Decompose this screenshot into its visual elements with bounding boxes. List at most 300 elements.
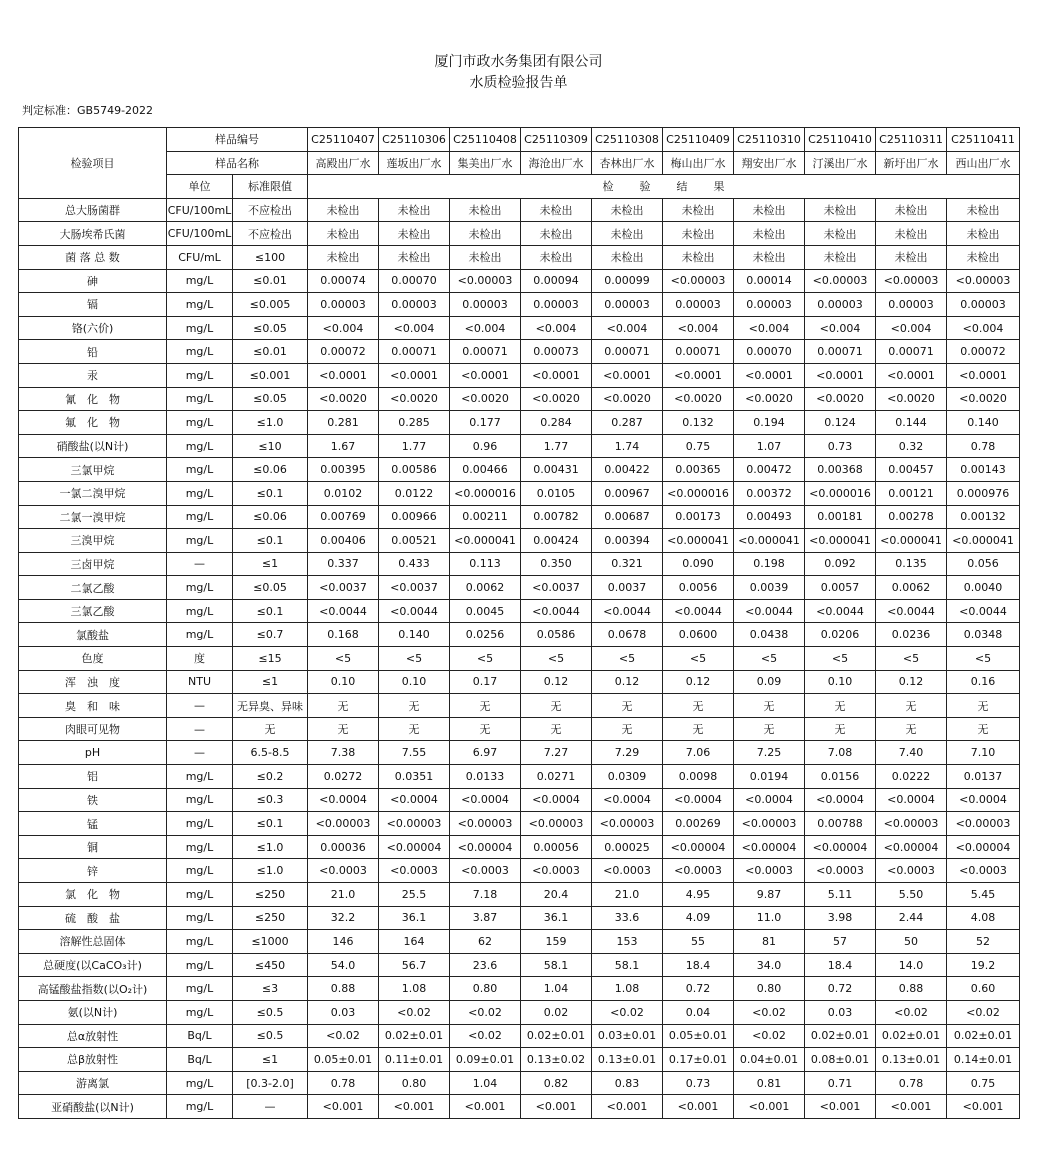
result-cell: 0.04 — [663, 1000, 734, 1024]
result-cell: 0.02±0.01 — [379, 1024, 450, 1048]
item-name-cell: 三氯乙酸 — [19, 599, 167, 623]
unit-cell: — — [167, 741, 233, 765]
result-cell: 0.00967 — [592, 481, 663, 505]
sample-name-cell: 高殿出厂水 — [308, 151, 379, 175]
result-cell: 81 — [734, 930, 805, 954]
result-cell: 11.0 — [734, 906, 805, 930]
result-cell: 0.00788 — [805, 812, 876, 836]
table-row — [19, 1095, 1020, 1119]
result-cell: 未检出 — [663, 222, 734, 246]
result-cell: 0.0137 — [947, 765, 1020, 789]
result-cell: 0.0039 — [734, 576, 805, 600]
result-cell: 0.00056 — [521, 835, 592, 859]
result-cell: 0.09±0.01 — [450, 1048, 521, 1072]
unit-cell: mg/L — [167, 812, 233, 836]
table-row — [19, 1000, 1020, 1024]
result-cell: 未检出 — [663, 245, 734, 269]
unit-cell: mg/L — [167, 953, 233, 977]
result-cell: 0.88 — [876, 977, 947, 1001]
result-cell: 0.10 — [308, 670, 379, 694]
result-cell: <0.0044 — [379, 599, 450, 623]
unit-cell: mg/L — [167, 316, 233, 340]
limit-cell: ≤0.5 — [233, 1024, 308, 1048]
table-row — [19, 765, 1020, 789]
result-cell: <0.00004 — [379, 835, 450, 859]
result-cell: <0.0020 — [308, 387, 379, 411]
unit-cell: mg/L — [167, 859, 233, 883]
result-cell: <0.00003 — [521, 812, 592, 836]
result-cell: <0.004 — [805, 316, 876, 340]
result-cell: 7.55 — [379, 741, 450, 765]
result-cell: 0.00365 — [663, 458, 734, 482]
result-cell: 无 — [734, 717, 805, 741]
result-cell: 0.177 — [450, 411, 521, 435]
result-cell: 4.08 — [947, 906, 1020, 930]
result-cell: 0.80 — [379, 1071, 450, 1095]
result-cell: <5 — [521, 647, 592, 671]
limit-cell: ≤0.1 — [233, 481, 308, 505]
item-name-cell: 氰 化 物 — [19, 387, 167, 411]
result-cell: <0.0003 — [663, 859, 734, 883]
result-cell: 0.00406 — [308, 529, 379, 553]
sample-id-cell: C25110306 — [379, 128, 450, 152]
result-cell: <0.00003 — [663, 269, 734, 293]
result-cell: 57 — [805, 930, 876, 954]
result-cell: 0.00394 — [592, 529, 663, 553]
result-cell: 0.03 — [308, 1000, 379, 1024]
result-cell: <0.00003 — [947, 269, 1020, 293]
result-cell: 0.02±0.01 — [947, 1024, 1020, 1048]
sample-id-cell: C25110409 — [663, 128, 734, 152]
limit-cell: ≤0.001 — [233, 363, 308, 387]
result-cell: 未检出 — [521, 222, 592, 246]
result-cell: 21.0 — [308, 883, 379, 907]
sample-name-cell: 汀溪出厂水 — [805, 151, 876, 175]
result-cell: <0.0001 — [308, 363, 379, 387]
result-cell: 0.72 — [663, 977, 734, 1001]
result-cell: 18.4 — [663, 953, 734, 977]
unit-cell: mg/L — [167, 340, 233, 364]
result-cell: <0.00003 — [734, 812, 805, 836]
result-cell: <0.0001 — [805, 363, 876, 387]
result-cell: <0.001 — [450, 1095, 521, 1119]
item-name-cell: pH — [19, 741, 167, 765]
result-cell: <0.02 — [734, 1024, 805, 1048]
item-name-cell: 铝 — [19, 765, 167, 789]
result-cell: 0.00003 — [308, 293, 379, 317]
table-row — [19, 717, 1020, 741]
result-cell: 未检出 — [805, 198, 876, 222]
result-cell: 7.29 — [592, 741, 663, 765]
unit-cell: mg/L — [167, 788, 233, 812]
result-cell: 无 — [592, 694, 663, 718]
result-cell: <0.00003 — [592, 812, 663, 836]
sample-id-cell: C25110411 — [947, 128, 1020, 152]
result-cell: 0.0102 — [308, 481, 379, 505]
result-cell: 153 — [592, 930, 663, 954]
result-cell: 9.87 — [734, 883, 805, 907]
result-cell: <0.0020 — [734, 387, 805, 411]
result-cell: 0.00025 — [592, 835, 663, 859]
result-cell: <0.0001 — [521, 363, 592, 387]
result-cell: <0.001 — [805, 1095, 876, 1119]
result-cell: 0.0105 — [521, 481, 592, 505]
result-cell: 未检出 — [592, 222, 663, 246]
result-cell: 0.0133 — [450, 765, 521, 789]
result-cell: 3.87 — [450, 906, 521, 930]
result-cell: <0.02 — [450, 1000, 521, 1024]
unit-cell: CFU/mL — [167, 245, 233, 269]
result-cell: <0.0004 — [308, 788, 379, 812]
limit-cell: ≤250 — [233, 883, 308, 907]
result-cell: 0.00003 — [521, 293, 592, 317]
result-cell: 0.00071 — [379, 340, 450, 364]
result-cell: <0.0044 — [592, 599, 663, 623]
result-cell: 0.00072 — [947, 340, 1020, 364]
result-cell: <0.004 — [592, 316, 663, 340]
result-cell: <0.0037 — [379, 576, 450, 600]
result-cell: 未检出 — [379, 222, 450, 246]
result-cell: <0.004 — [876, 316, 947, 340]
result-cell: 0.17 — [450, 670, 521, 694]
result-cell: 0.198 — [734, 552, 805, 576]
table-row — [19, 599, 1020, 623]
item-name-cell: 锌 — [19, 859, 167, 883]
result-cell: <0.0020 — [805, 387, 876, 411]
result-cell: <0.0001 — [592, 363, 663, 387]
result-cell: 0.00094 — [521, 269, 592, 293]
result-cell: <0.004 — [663, 316, 734, 340]
result-cell: 0.00132 — [947, 505, 1020, 529]
table-row — [19, 552, 1020, 576]
result-cell: 0.12 — [663, 670, 734, 694]
result-cell: 0.00074 — [308, 269, 379, 293]
table-row — [19, 977, 1020, 1001]
result-cell: 0.05±0.01 — [308, 1048, 379, 1072]
limit-cell: ≤1 — [233, 1048, 308, 1072]
item-name-cell: 总硬度(以CaCO₃计) — [19, 953, 167, 977]
result-cell: <0.0020 — [947, 387, 1020, 411]
item-name-cell: 二氯乙酸 — [19, 576, 167, 600]
item-name-cell: 铬(六价) — [19, 316, 167, 340]
item-name-cell: 色度 — [19, 647, 167, 671]
result-cell: <0.0003 — [592, 859, 663, 883]
table-row — [19, 340, 1020, 364]
limit-cell: ≤0.1 — [233, 599, 308, 623]
result-cell: 1.08 — [379, 977, 450, 1001]
result-cell: 1.04 — [450, 1071, 521, 1095]
table-row — [19, 906, 1020, 930]
result-cell: 1.07 — [734, 434, 805, 458]
result-cell: 0.281 — [308, 411, 379, 435]
unit-cell: — — [167, 717, 233, 741]
result-cell: <0.00004 — [663, 835, 734, 859]
result-cell: 0.000976 — [947, 481, 1020, 505]
item-name-cell: 菌 落 总 数 — [19, 245, 167, 269]
result-cell: 0.00431 — [521, 458, 592, 482]
result-cell: 无 — [805, 717, 876, 741]
limit-cell: ≤0.06 — [233, 505, 308, 529]
result-cell: 36.1 — [379, 906, 450, 930]
limit-cell: [0.3-2.0] — [233, 1071, 308, 1095]
item-name-cell: 铜 — [19, 835, 167, 859]
result-cell: 0.00493 — [734, 505, 805, 529]
result-cell: 0.0056 — [663, 576, 734, 600]
result-cell: 无 — [308, 694, 379, 718]
result-cell: 0.00211 — [450, 505, 521, 529]
limit-cell: 无 — [233, 717, 308, 741]
result-cell: 0.0122 — [379, 481, 450, 505]
unit-cell: mg/L — [167, 765, 233, 789]
table-row — [19, 458, 1020, 482]
result-cell: 0.0062 — [450, 576, 521, 600]
result-cell: 无 — [663, 694, 734, 718]
result-cell: 0.13±0.01 — [592, 1048, 663, 1072]
item-name-cell: 溶解性总固体 — [19, 930, 167, 954]
unit-cell: mg/L — [167, 599, 233, 623]
table-row — [19, 953, 1020, 977]
sample-id-row — [19, 128, 1020, 152]
result-cell: 0.194 — [734, 411, 805, 435]
result-cell: <0.004 — [379, 316, 450, 340]
result-cell: 0.14±0.01 — [947, 1048, 1020, 1072]
result-cell: 未检出 — [450, 198, 521, 222]
result-cell: 18.4 — [805, 953, 876, 977]
result-cell: 0.0586 — [521, 623, 592, 647]
unit-cell: 度 — [167, 647, 233, 671]
result-cell: 0.140 — [379, 623, 450, 647]
result-cell: 无 — [805, 694, 876, 718]
result-cell: 0.00586 — [379, 458, 450, 482]
result-cell: 56.7 — [379, 953, 450, 977]
result-cell: 未检出 — [734, 222, 805, 246]
item-header: 检验项目 — [19, 128, 167, 199]
limit-cell: ≤15 — [233, 647, 308, 671]
result-cell: 0.321 — [592, 552, 663, 576]
limit-cell: ≤0.2 — [233, 765, 308, 789]
result-cell: 0.78 — [308, 1071, 379, 1095]
result-cell: <0.02 — [876, 1000, 947, 1024]
result-cell: <0.000016 — [663, 481, 734, 505]
item-name-cell: 汞 — [19, 363, 167, 387]
result-cell: 0.00769 — [308, 505, 379, 529]
sample-name-cell: 新圩出厂水 — [876, 151, 947, 175]
limit-cell: ≤0.5 — [233, 1000, 308, 1024]
result-cell: 0.12 — [592, 670, 663, 694]
result-cell: 0.11±0.01 — [379, 1048, 450, 1072]
table-row — [19, 670, 1020, 694]
limit-cell: ≤0.7 — [233, 623, 308, 647]
item-name-cell: 二氯一溴甲烷 — [19, 505, 167, 529]
result-cell: <0.001 — [734, 1095, 805, 1119]
item-name-cell: 一氯二溴甲烷 — [19, 481, 167, 505]
result-cell: 58.1 — [521, 953, 592, 977]
result-cell: <0.001 — [521, 1095, 592, 1119]
result-cell: 0.0600 — [663, 623, 734, 647]
result-cell: 0.78 — [876, 1071, 947, 1095]
result-cell: 0.00099 — [592, 269, 663, 293]
result-cell: 0.00070 — [379, 269, 450, 293]
result-cell: 0.82 — [521, 1071, 592, 1095]
result-cell: 0.00457 — [876, 458, 947, 482]
result-cell: <0.001 — [947, 1095, 1020, 1119]
limit-cell: ≤10 — [233, 434, 308, 458]
result-cell: 0.00521 — [379, 529, 450, 553]
result-cell: 0.0156 — [805, 765, 876, 789]
result-cell: <0.00003 — [450, 812, 521, 836]
result-cell: 0.0062 — [876, 576, 947, 600]
result-cell: 1.77 — [379, 434, 450, 458]
result-cell: 0.00071 — [876, 340, 947, 364]
item-name-cell: 臭 和 味 — [19, 694, 167, 718]
unit-cell: Bq/L — [167, 1024, 233, 1048]
result-cell: 0.285 — [379, 411, 450, 435]
result-cell: 0.0222 — [876, 765, 947, 789]
item-name-cell: 高锰酸盐指数(以O₂计) — [19, 977, 167, 1001]
result-cell: 0.00071 — [592, 340, 663, 364]
result-cell: <0.00004 — [734, 835, 805, 859]
limit-cell: ≤100 — [233, 245, 308, 269]
result-cell: 0.168 — [308, 623, 379, 647]
unit-cell: mg/L — [167, 505, 233, 529]
result-cell: 0.00071 — [450, 340, 521, 364]
result-cell: 0.78 — [947, 434, 1020, 458]
result-cell: 0.13±0.01 — [876, 1048, 947, 1072]
unit-cell: — — [167, 552, 233, 576]
table-row — [19, 411, 1020, 435]
result-cell: <0.0044 — [521, 599, 592, 623]
table-row — [19, 529, 1020, 553]
result-cell: 0.00071 — [663, 340, 734, 364]
result-cell: <0.0044 — [805, 599, 876, 623]
result-cell: 0.0271 — [521, 765, 592, 789]
result-cell: 14.0 — [876, 953, 947, 977]
result-cell: 无 — [521, 694, 592, 718]
result-cell: <5 — [379, 647, 450, 671]
result-cell: 未检出 — [734, 198, 805, 222]
result-cell: <0.00004 — [805, 835, 876, 859]
result-cell: 0.00143 — [947, 458, 1020, 482]
result-cell: 0.00472 — [734, 458, 805, 482]
result-cell: 未检出 — [450, 222, 521, 246]
sample-name-cell: 西山出厂水 — [947, 151, 1020, 175]
sample-id-cell: C25110308 — [592, 128, 663, 152]
table-row — [19, 245, 1020, 269]
result-cell: 0.00368 — [805, 458, 876, 482]
result-cell: 0.17±0.01 — [663, 1048, 734, 1072]
result-cell: 0.16 — [947, 670, 1020, 694]
item-name-cell: 镉 — [19, 293, 167, 317]
result-cell: 0.60 — [947, 977, 1020, 1001]
table-row — [19, 434, 1020, 458]
result-cell: 0.00424 — [521, 529, 592, 553]
unit-cell: mg/L — [167, 1095, 233, 1119]
result-cell: 7.38 — [308, 741, 379, 765]
result-cell: 未检出 — [734, 245, 805, 269]
result-cell: 未检出 — [663, 198, 734, 222]
result-cell: <0.0003 — [876, 859, 947, 883]
result-cell: 0.135 — [876, 552, 947, 576]
table-row — [19, 694, 1020, 718]
result-cell: 无 — [450, 717, 521, 741]
result-cell: 54.0 — [308, 953, 379, 977]
result-cell: 7.06 — [663, 741, 734, 765]
result-cell: 0.140 — [947, 411, 1020, 435]
sample-id-cell: C25110407 — [308, 128, 379, 152]
result-cell: 0.0256 — [450, 623, 521, 647]
result-cell: 0.02±0.01 — [521, 1024, 592, 1048]
result-cell: <0.004 — [734, 316, 805, 340]
result-cell: 0.00278 — [876, 505, 947, 529]
limit-cell: ≤0.05 — [233, 316, 308, 340]
result-cell: 未检出 — [592, 198, 663, 222]
result-cell: <0.00004 — [947, 835, 1020, 859]
result-cell: 7.27 — [521, 741, 592, 765]
unit-label: 单位 — [167, 175, 233, 199]
result-cell: 0.0057 — [805, 576, 876, 600]
limit-cell: ≤1.0 — [233, 859, 308, 883]
result-cell: 0.75 — [947, 1071, 1020, 1095]
result-cell: 0.00782 — [521, 505, 592, 529]
result-cell: 未检出 — [592, 245, 663, 269]
result-cell: 未检出 — [379, 245, 450, 269]
table-row — [19, 198, 1020, 222]
result-cell: 2.44 — [876, 906, 947, 930]
item-name-cell: 总β放射性 — [19, 1048, 167, 1072]
result-cell: <0.0020 — [592, 387, 663, 411]
result-cell: <0.02 — [947, 1000, 1020, 1024]
result-cell: 未检出 — [379, 198, 450, 222]
item-name-cell: 浑 浊 度 — [19, 670, 167, 694]
result-cell: 0.0272 — [308, 765, 379, 789]
result-cell: 0.00073 — [521, 340, 592, 364]
result-cell: 0.80 — [450, 977, 521, 1001]
result-cell: <0.0004 — [947, 788, 1020, 812]
report-title: 水质检验报告单 — [469, 75, 568, 91]
result-cell: 159 — [521, 930, 592, 954]
result-cell: <0.004 — [521, 316, 592, 340]
limit-cell: ≤0.01 — [233, 340, 308, 364]
result-cell: 0.0236 — [876, 623, 947, 647]
result-cell: 0.0206 — [805, 623, 876, 647]
result-cell: 0.00003 — [379, 293, 450, 317]
result-cell: <0.00003 — [876, 269, 947, 293]
result-cell: 0.88 — [308, 977, 379, 1001]
result-cell: 0.73 — [805, 434, 876, 458]
result-cell: 0.00181 — [805, 505, 876, 529]
limit-cell: — — [233, 1095, 308, 1119]
limit-cell: ≤0.05 — [233, 576, 308, 600]
result-cell: 0.0348 — [947, 623, 1020, 647]
table-row — [19, 387, 1020, 411]
limit-cell: ≤0.1 — [233, 812, 308, 836]
table-row — [19, 576, 1020, 600]
result-cell: <0.000016 — [450, 481, 521, 505]
result-cell: <0.0044 — [734, 599, 805, 623]
limit-cell: 6.5-8.5 — [233, 741, 308, 765]
unit-cell: mg/L — [167, 623, 233, 647]
sample-id-cell: C25110310 — [734, 128, 805, 152]
result-cell: 0.12 — [521, 670, 592, 694]
result-cell: <5 — [308, 647, 379, 671]
result-cell: 0.132 — [663, 411, 734, 435]
result-cell: 0.73 — [663, 1071, 734, 1095]
result-cell: <0.001 — [876, 1095, 947, 1119]
company-name: 厦门市政水务集团有限公司 — [434, 54, 603, 70]
result-cell: 无 — [379, 717, 450, 741]
result-cell: 0.0098 — [663, 765, 734, 789]
result-cell: <0.0044 — [876, 599, 947, 623]
